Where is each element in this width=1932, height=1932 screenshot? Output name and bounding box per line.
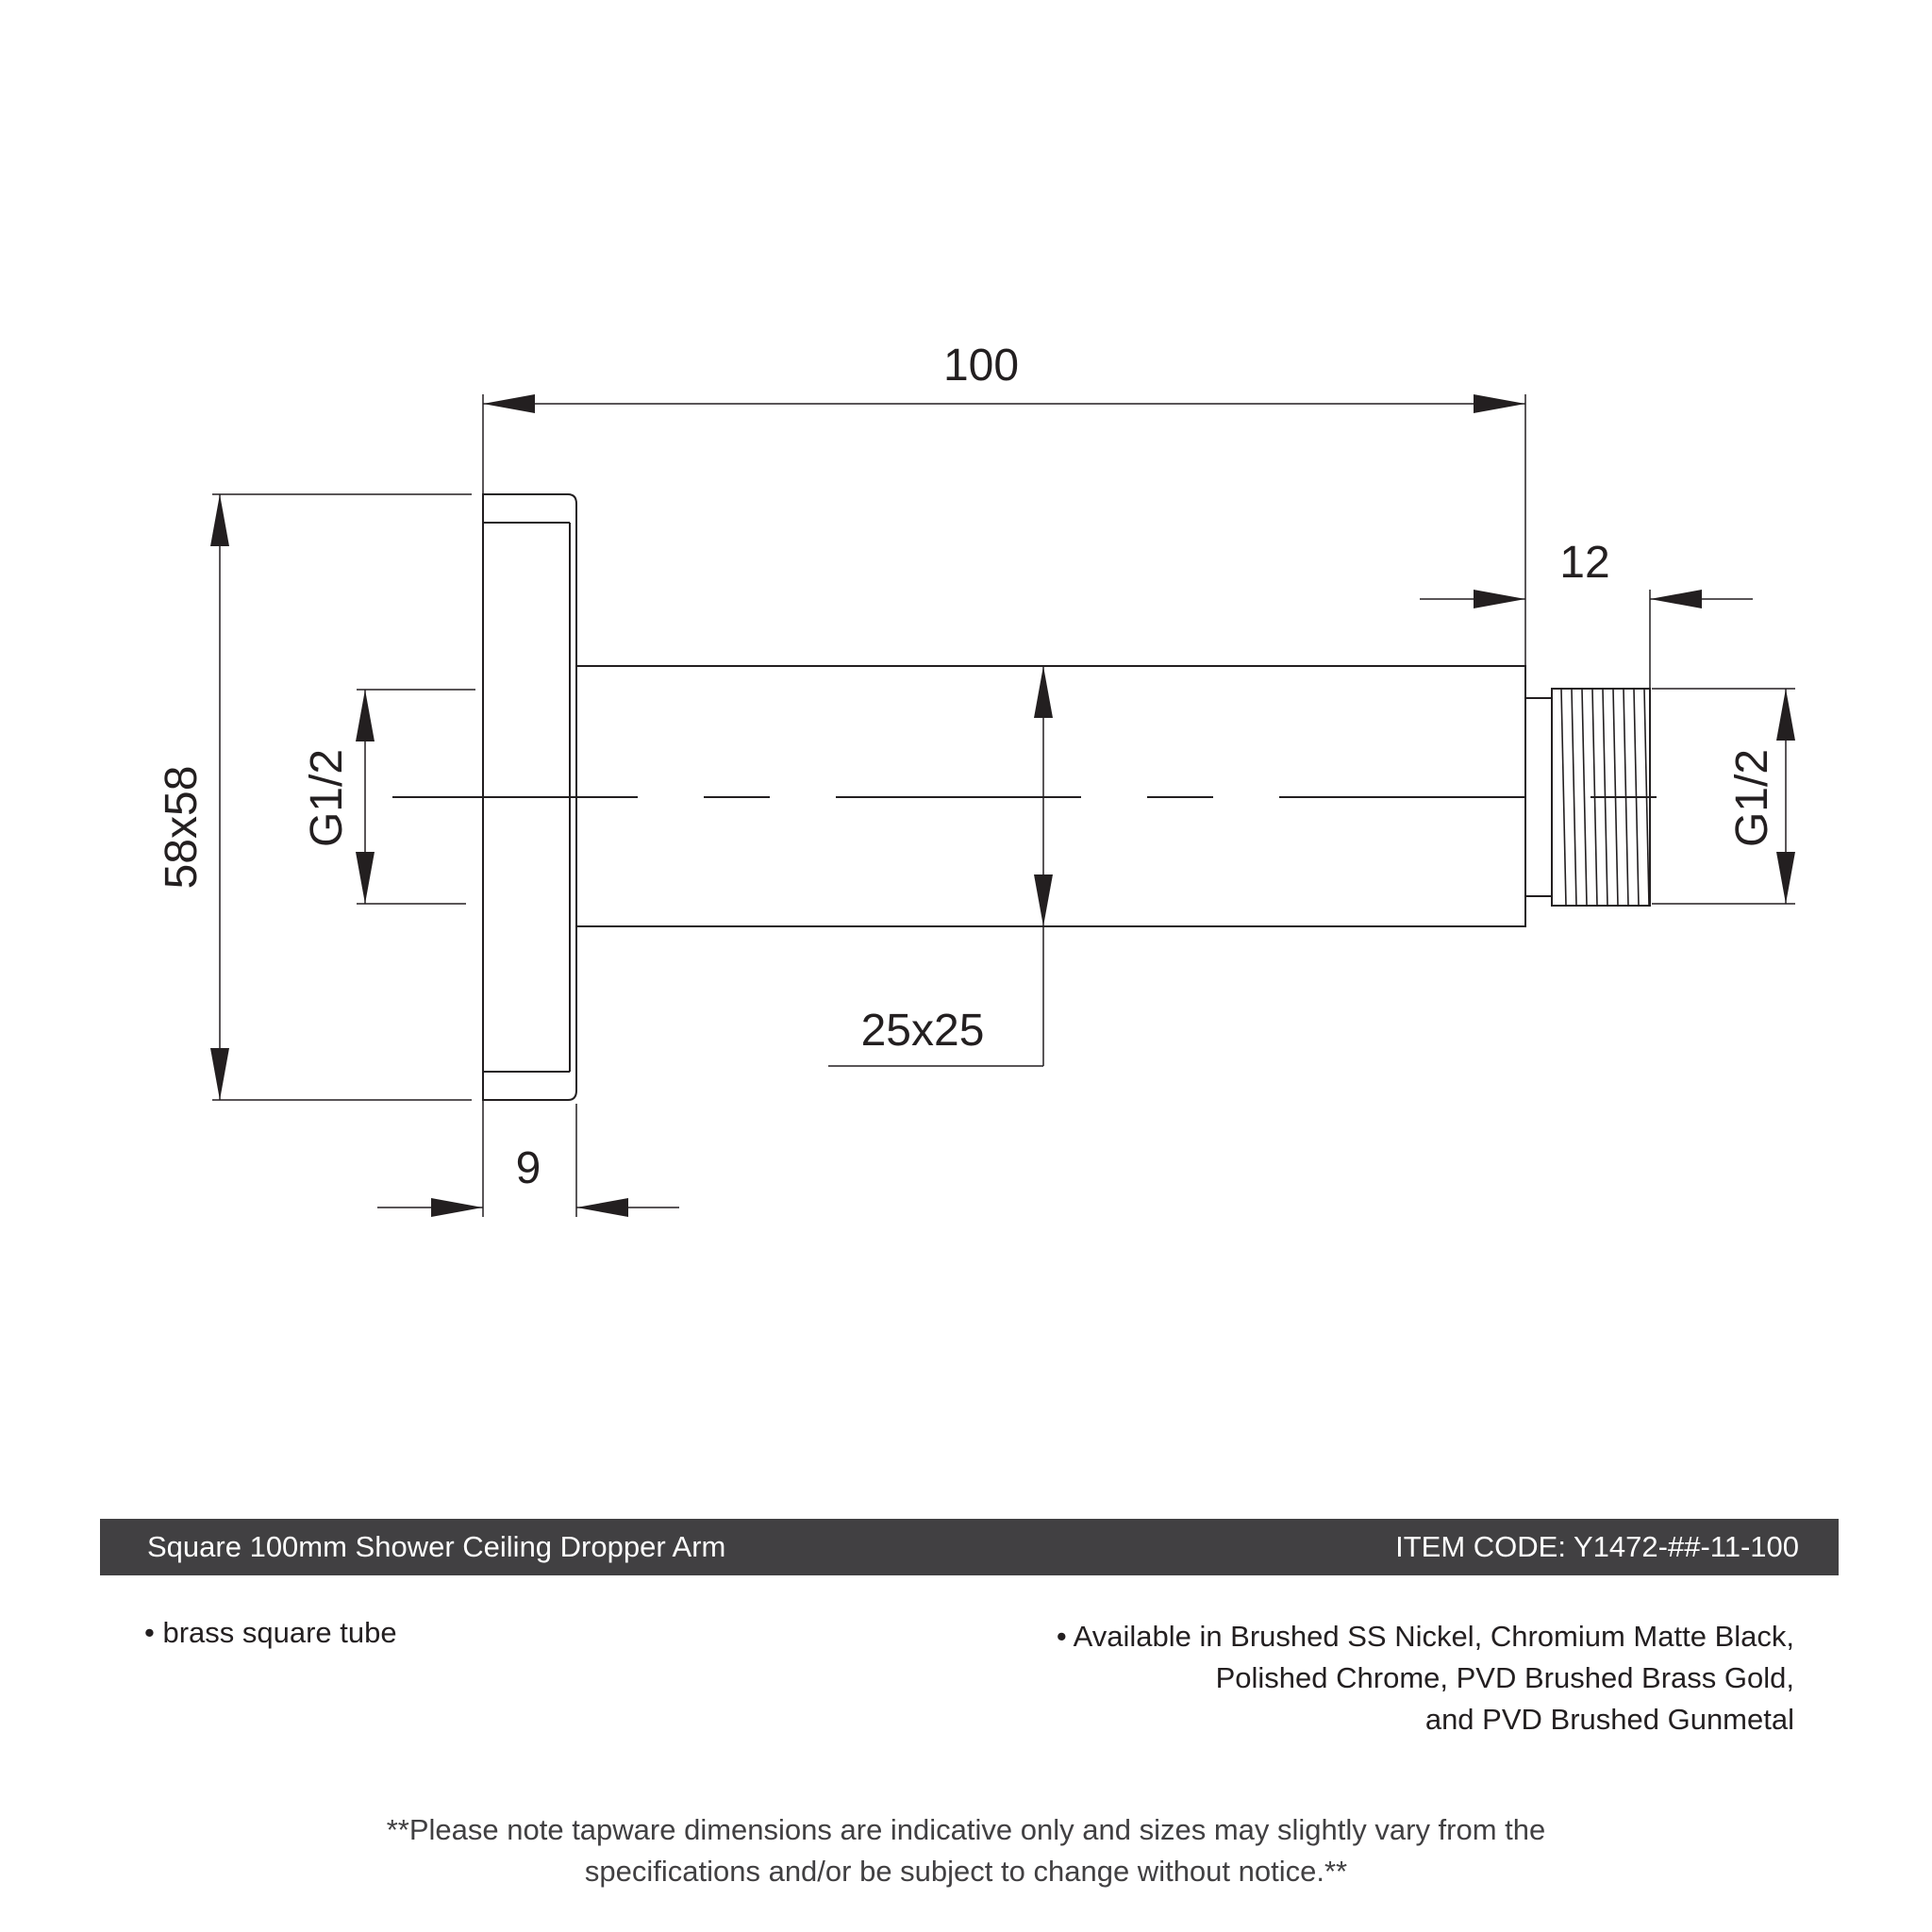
finishes-line: and PVD Brushed Gunmetal (1424, 1703, 1794, 1736)
finishes-line: Polished Chrome, PVD Brushed Brass Gold, (1215, 1661, 1794, 1694)
disclaimer-line: **Please note tapware dimensions are indicative only and sizes may slightly vary from the (386, 1813, 1546, 1846)
dim-tube-size: 25x25 (860, 1006, 985, 1056)
item-code: ITEM CODE: Y1472-##-11-100 (1395, 1530, 1799, 1563)
thread-line (1561, 689, 1566, 906)
thread-line (1582, 689, 1587, 906)
product-name: Square 100mm Shower Ceiling Dropper Arm (147, 1530, 726, 1563)
title-bar (100, 1519, 1839, 1575)
arrowheads (210, 394, 1795, 1217)
finishes-note (1057, 1616, 1794, 1740)
dim-plate-size: 58x58 (157, 765, 207, 890)
dim-outlet-thread: G1/2 (1727, 748, 1777, 848)
dim-inlet-thread: G1/2 (302, 748, 352, 848)
material-note: • brass square tube (144, 1616, 397, 1649)
finishes-line: • Available in Brushed SS Nickel, Chromium Matte Black, (1056, 1620, 1794, 1653)
disclaimer-line: specifications and/or be subject to change without notice.** (584, 1855, 1348, 1888)
dim-overall-length: 100 (942, 341, 1020, 391)
dim-plate-thickness: 9 (515, 1143, 541, 1193)
disclaimer (0, 1809, 1932, 1892)
thread-line (1572, 689, 1576, 906)
dim-thread-length: 12 (1559, 538, 1610, 588)
extension-lines (212, 394, 1795, 1217)
